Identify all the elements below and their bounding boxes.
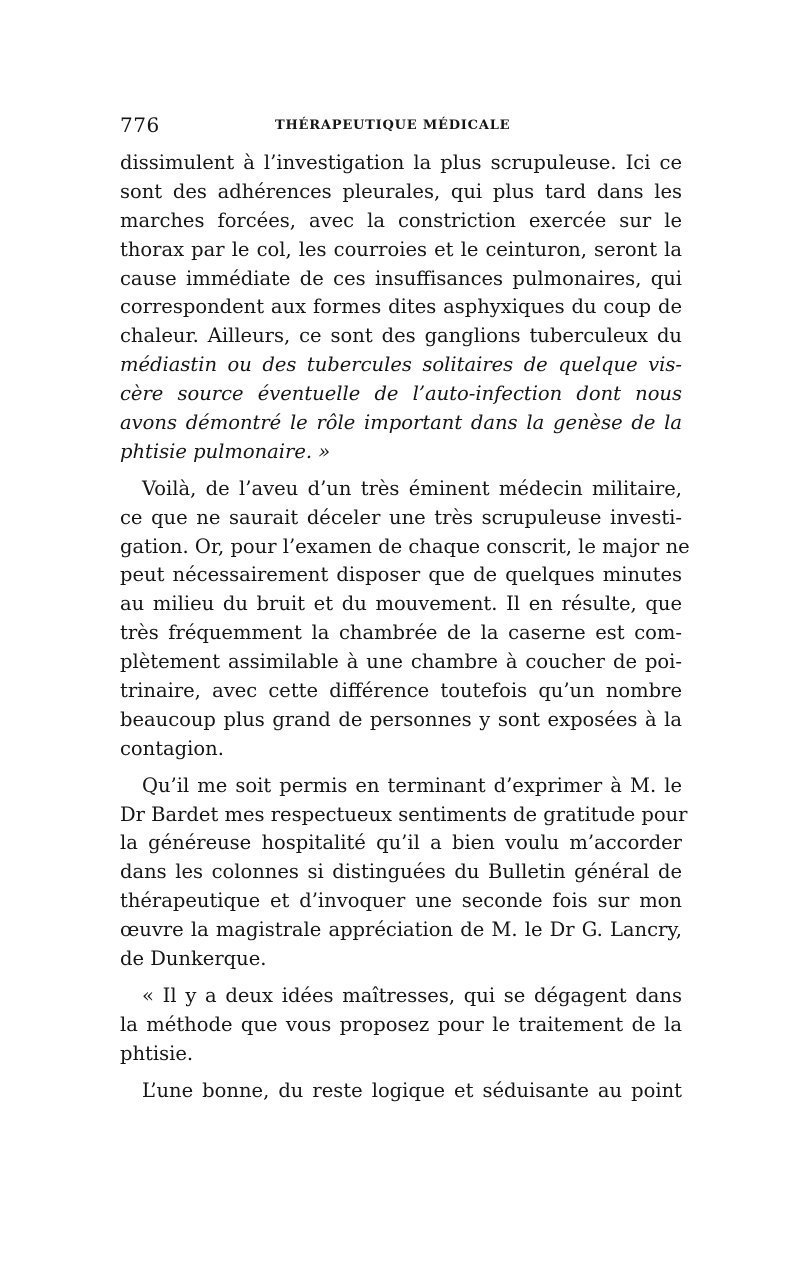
- text-line: peut nécessairement disposer que de quelques minutes: [120, 563, 682, 587]
- text-line: Voilà, de l’aveu d’un très éminent médecin militaire,: [142, 476, 682, 500]
- text-line: trinaire, avec cette différence toutefois qu’un nombre: [120, 679, 682, 703]
- text-line: phtisie.: [120, 1041, 194, 1065]
- text-line: au milieu du bruit et du mouvement. Il en résulte, que: [120, 592, 682, 616]
- running-head: THÉRAPEUTIQUE MÉDICALE: [275, 118, 511, 133]
- paragraph: [120, 1077, 682, 1106]
- text-line: cère source éventuelle de l’auto-infection dont nous: [120, 382, 682, 406]
- text-line: « Il y a deux idées maîtresses, qui se dégagent dans: [142, 983, 682, 1007]
- text-line: sont des adhérences pleurales, qui plus tard dans les: [120, 179, 682, 203]
- text-line: marches forcées, avec la constriction exercée sur le: [120, 208, 682, 232]
- paragraph: [120, 149, 682, 467]
- text-line: gation. Or, pour l’examen de chaque conscrit, le major ne: [120, 534, 690, 558]
- text-line: la méthode que vous proposez pour le traitement de la: [120, 1012, 682, 1036]
- paragraph: [120, 982, 682, 1069]
- text-line: la généreuse hospitalité qu’il a bien voulu m’accorder: [120, 831, 682, 855]
- text-line: ce que ne saurait déceler une très scrupuleuse investi-: [120, 505, 682, 529]
- page-number: 776: [120, 113, 160, 137]
- text-line: chaleur. Ailleurs, ce sont des ganglions tuberculeux du: [120, 324, 682, 348]
- text-line: L’une bonne, du reste logique et séduisante au point: [142, 1078, 682, 1102]
- text-line: dissimulent à l’investigation la plus scrupuleuse. Ici ce: [120, 151, 682, 174]
- text-line: plètement assimilable à une chambre à coucher de poi-: [120, 650, 682, 674]
- text-line: médiastin ou des tubercules solitaires de quelque vis-: [120, 353, 682, 377]
- text-line: contagion.: [120, 736, 224, 760]
- text-line: cause immédiate de ces insuffisances pulmonaires, qui: [120, 266, 682, 290]
- text-line: Qu’il me soit permis en terminant d’exprimer à M. le: [142, 773, 682, 797]
- paragraph: [120, 475, 690, 764]
- text-line: thorax par le col, les courroies et le ceinturon, seront la: [120, 237, 682, 261]
- text-line: thérapeutique et d’invoquer une seconde fois sur mon: [120, 889, 682, 913]
- text-line: dans les colonnes si distinguées du Bulletin général de: [120, 860, 682, 884]
- text-line: beaucoup plus grand de personnes y sont exposées à la: [120, 707, 682, 731]
- text-line: de Dunkerque.: [120, 947, 267, 971]
- text-line: œuvre la magistrale appréciation de M. le Dr G. Lancry,: [120, 918, 682, 942]
- page-header: [120, 113, 680, 143]
- paragraph: [120, 772, 688, 974]
- text-line: correspondent aux formes dites asphyxiques du coup de: [120, 295, 682, 319]
- body-text: [120, 149, 690, 1106]
- text-line: Dr Bardet mes respectueux sentiments de gratitude pour: [120, 802, 688, 826]
- text-line: phtisie pulmonaire. »: [120, 439, 331, 463]
- text-line: avons démontré le rôle important dans la genèse de la: [120, 411, 682, 435]
- text-line: très fréquemment la chambrée de la caserne est com-: [120, 621, 682, 645]
